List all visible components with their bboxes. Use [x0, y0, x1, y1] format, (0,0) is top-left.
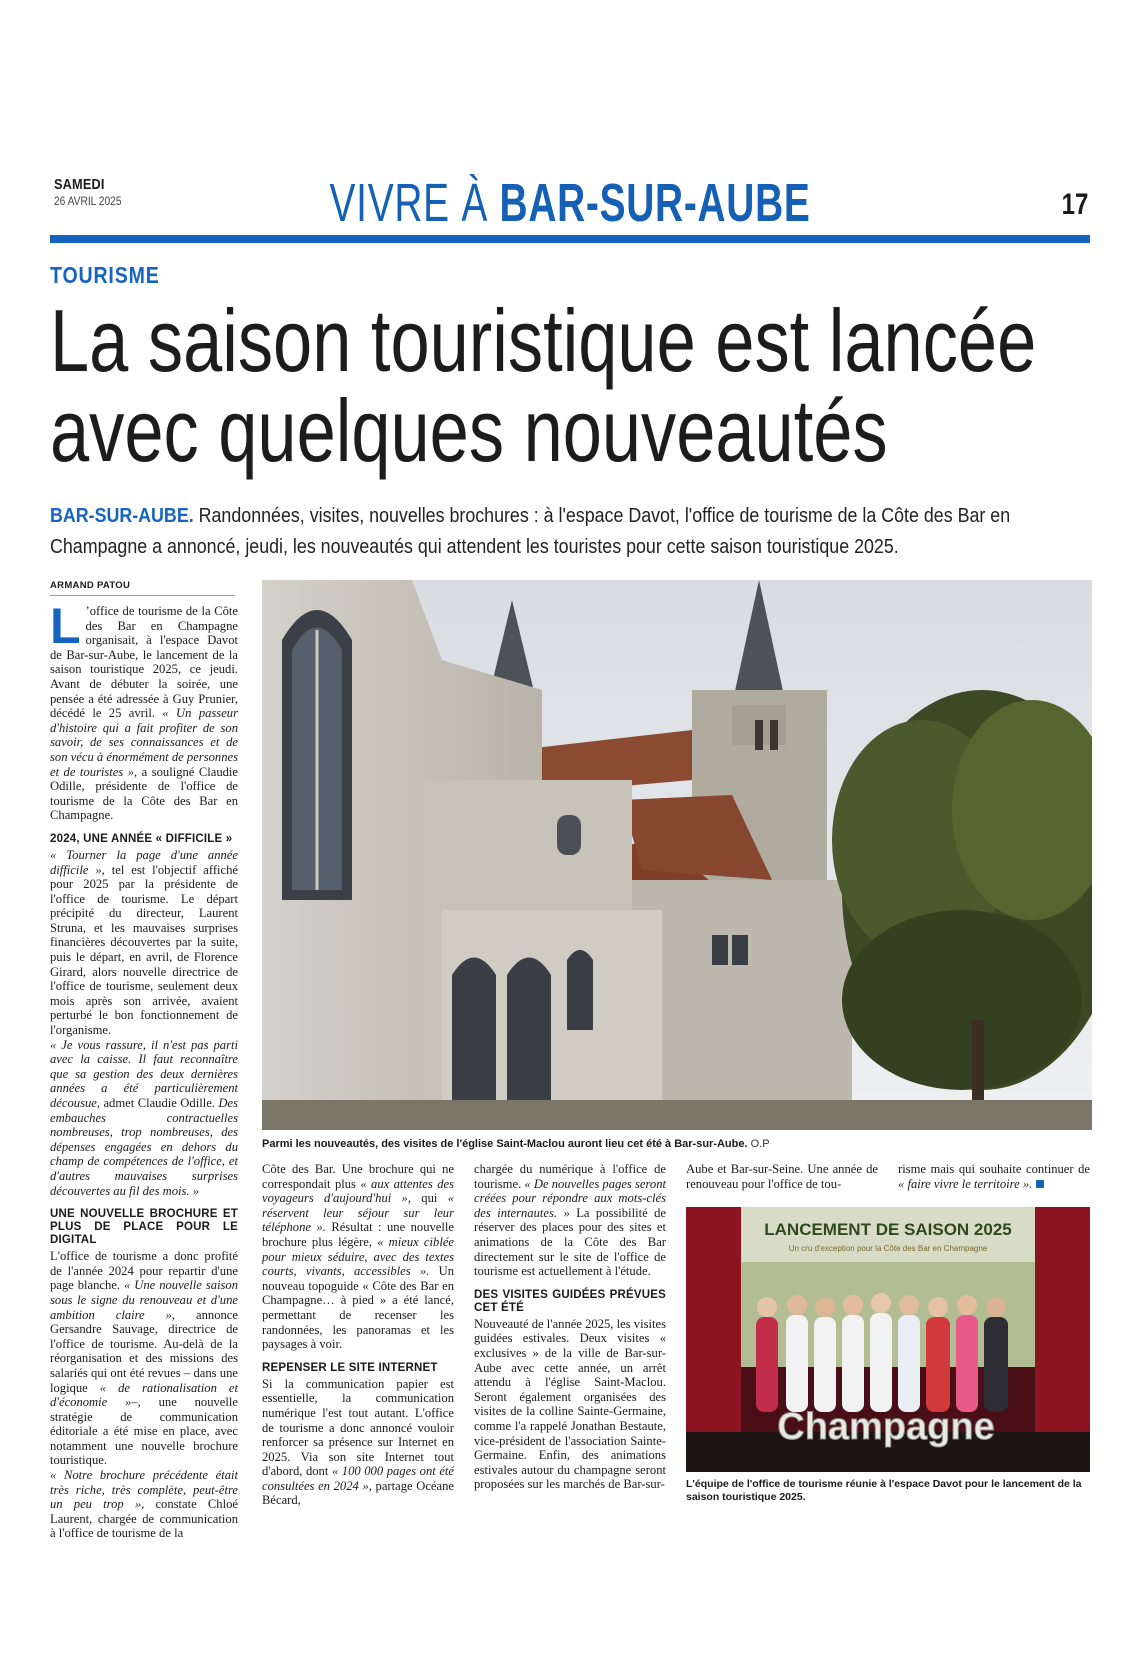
paragraph-2: « Tourner la page d'une année difficile », tel est l'objectif affiché pour 2025 par la présidente de l'office de tourisme. Le départ précipité du directeur, Laurent Struna, et les mauvaises surprises financières découvertes par la suite, puis le départ, en avril, de Florence Girard, alors nouvelle directrice de l'office de tourisme, seulement deux mois après son arrivée, avaient perturbé le bon fonctionnement de l'organisme.: [50, 847, 238, 1038]
article-column-5: [898, 1162, 1090, 1191]
article-column-1: [50, 598, 239, 1541]
paragraph-4: L'office de tourisme a donc profité de l'année 2024 pour repartir d'une page blanche. « Une nouvelle saison sous le signe du renouveau et d'une ambition claire », annonce Gersandre Sauvage, directrice de l'office de tourisme. Au-delà de la réorganisation et des missions des salariés qui ont été revues – dans une logique « de rationalisation et d'économie »–, une nouvelle stratégie de communication éditoriale a été mise en place, avec notamment une nouvelle brochure touristique.: [50, 1249, 239, 1468]
article-headline: [50, 291, 1090, 480]
paragraph-11: risme mais qui souhaite continuer de « faire vivre le territoire ».: [898, 1162, 1090, 1191]
edition-full-date: 26 AVRIL 2025: [54, 194, 122, 208]
subheading-difficult-year: 2024, UNE ANNÉE « DIFFICILE »: [50, 832, 233, 845]
screen-title: LANCEMENT DE SAISON 2025: [764, 1220, 1012, 1239]
lead-dateline: BAR-SUR-AUBE.: [50, 504, 194, 527]
team-members: [756, 1293, 1008, 1412]
masthead-rule: [50, 235, 1090, 243]
paragraph-6: Côte des Bar. Une brochure qui ne correspondait plus « aux attentes des voyageurs d'aujourd'hui », qui « réservent leur séjour sur leur téléphone ». Résultat : une nouvelle brochure plus légère, « mieux ciblée pour mieux séduire, avec des textes courts, vivants, accessibles ». Un nouveau topoguide « Côte des Bar en Champagne… à pied » a été lancé, permettant de recenser les randonnées, les panoramas et les paysages à voir.: [262, 1162, 454, 1352]
paragraph-10: Aube et Bar-sur-Seine. Une année de renouveau pour l'office de tou-: [686, 1162, 878, 1191]
section-title: [0, 172, 1140, 234]
edition-day: SAMEDI: [54, 176, 105, 193]
lead-text: Randonnées, visites, nouvelles brochures : à l'espace Davot, l'office de tourisme de la Côte des Bar en Champagne a annoncé, jeudi, les nouveautés qui attendent les touristes pour cette saison touristique 2025.: [50, 504, 1011, 558]
headline-line-2: avec quelques nouveautés: [50, 381, 888, 480]
section-city: BAR-SUR-AUBE: [499, 173, 811, 233]
article-column-3: [474, 1162, 666, 1492]
article-column-4: [686, 1162, 878, 1191]
paragraph-5: « Notre brochure précédente était très riche, très complète, peut-être un peu trop », constate Chloé Laurent, chargée de communication à l'office de tourisme de la: [50, 1468, 238, 1541]
team-photo: [686, 1207, 1090, 1472]
end-mark-icon: [1036, 1180, 1044, 1188]
subheading-website: REPENSER LE SITE INTERNET: [262, 1361, 438, 1374]
section-prefix: VIVRE À: [329, 173, 488, 233]
church-photo-caption: Parmi les nouveautés, des visites de l'église Saint-Maclou auront lieu cet été à Bar-sur-Aube. O.P: [262, 1138, 770, 1150]
champagne-sign: Champagne: [777, 1406, 995, 1448]
paragraph-8: chargée du numérique à l'office de tourisme. « De nouvelles pages seront créées pour répondre aux mots-clés des internautes. » La possibilité de réserver des places pour des sites et animations de la Côte des Bar directement sur le site de l'office de tourisme est actuellement à l'étude.: [474, 1162, 667, 1279]
paragraph-7: Si la communication papier est essentielle, la communication numérique l'est tout autant. L'office de tourisme a donc annoncé vouloir renforcer sa présence sur Internet en 2025. Via son site Internet tout d'abord, dont « 100 000 pages ont été consultées en 2024 », partage Océane Bécard,: [262, 1376, 454, 1508]
article-rubric: TOURISME: [50, 262, 160, 288]
paragraph-3: « Je vous rassure, il n'est pas parti avec la caisse. Il faut reconnaître que sa gestion des deux dernières années a été particulièrement décousue, admet Claudie Odille. Des embauches contractuelles nombreuses, trop nombreuses, des dépenses engagées en dehors du champ de compétences de l'office, et d'autres mauvaises surprises découvertes au fil des mois. »: [50, 1037, 238, 1198]
page-number: 17: [1061, 188, 1088, 221]
article-lead: [50, 500, 1059, 562]
byline: ARMAND PATOU: [50, 580, 235, 596]
headline-line-1: La saison touristique est lancée: [50, 291, 1037, 390]
church-photo: [262, 580, 1092, 1130]
article-column-2: [262, 1162, 454, 1508]
photo-credit: O.P: [750, 1138, 770, 1150]
drop-cap: L: [50, 598, 81, 654]
team-photo-caption: L'équipe de l'office de tourisme réunie à l'espace Davot pour le lancement de la saison touristique 2025.: [686, 1478, 1082, 1503]
screen-subtitle: Un cru d'exception pour la Côte des Bar en Champagne: [788, 1244, 988, 1253]
intro-paragraph: L ’office de tourisme de la Côte des Bar en Champagne organisait, à l'espace Davot de Bar-sur-Aube, le lancement de la saison touristique 2025, ce jeudi. Avant de débuter la soirée, une pensée a été adressée à Guy Prunier, décédé le 25 avril. « Un passeur d'histoire qui a fait profiter de son savoir, de ses connaissances et de son vécu à énormément de personnes et de touristes », a souligné Claudie Odille, présidente de l'office de tourisme de la Côte des Bar en Champagne.: [50, 598, 239, 823]
paragraph-9: Nouveauté de l'année 2025, les visites guidées estivales. Deux visites « exclusives » de la ville de Bar-sur-Aube avec cette année, un arrêt attendu à l'église Saint-Maclou. Seront également organisées des visites de la colline Sainte-Germaine, comme l'a rappelé Jonathan Bestaute, vice-président de l'association Sainte-Germaine. Enfin, des animations estivales autour du champagne seront proposées sur les marchés de Bar-sur-: [474, 1316, 666, 1492]
subheading-new-brochure: UNE NOUVELLE BROCHURE ET PLUS DE PLACE POUR LE DIGITAL: [50, 1208, 238, 1247]
subheading-guided-tours: DES VISITES GUIDÉES PRÉVUES CET ÉTÉ: [474, 1288, 666, 1314]
